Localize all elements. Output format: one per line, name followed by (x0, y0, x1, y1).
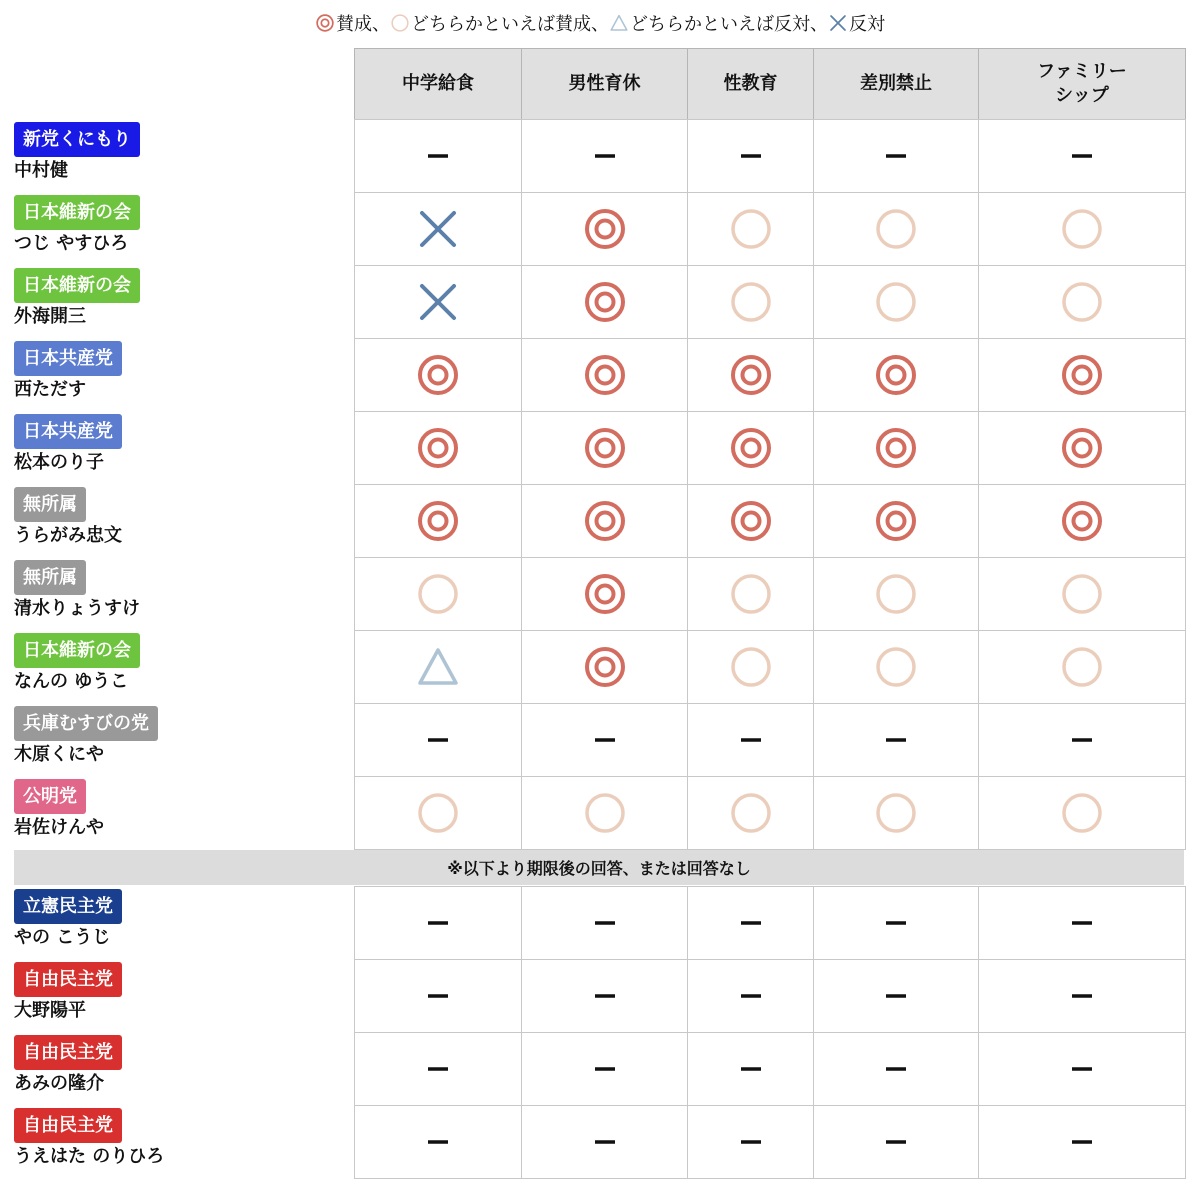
dash-mark (728, 717, 774, 763)
stance-cell (687, 192, 814, 266)
candidate-label (14, 122, 140, 184)
dash-mark (1059, 717, 1105, 763)
stance-cell (813, 1032, 979, 1106)
stance-cell (521, 1032, 688, 1106)
party-badge: 日本維新の会 (14, 268, 140, 303)
stance-cell (978, 886, 1186, 960)
candidate-name: 大野陽平 (14, 1000, 86, 1021)
stance-cell (687, 557, 814, 631)
party-badge: 新党くにもり (14, 122, 140, 157)
circle-mark (728, 571, 774, 617)
late-answer-divider (14, 850, 1184, 885)
stance-cell (978, 630, 1186, 704)
stance-cell (687, 1105, 814, 1179)
double-circle-mark (582, 571, 628, 617)
candidate-name: つじ やすひろ (14, 233, 129, 254)
candidate-name: 中村健 (14, 160, 68, 181)
dash-mark (873, 1046, 919, 1092)
candidate-label (14, 706, 158, 768)
stance-cell (687, 776, 814, 850)
circle-mark (873, 206, 919, 252)
circle-mark (873, 571, 919, 617)
dash-mark (728, 973, 774, 1019)
stance-cell (813, 411, 979, 485)
candidate-label (14, 414, 122, 476)
stance-cell (978, 265, 1186, 339)
column-header: ファミリー シップ (978, 48, 1186, 120)
circle-mark (1059, 206, 1105, 252)
stance-cell (354, 557, 522, 631)
dash-mark (873, 133, 919, 179)
circle-mark (1059, 790, 1105, 836)
circle-mark (728, 206, 774, 252)
double-circle-mark (1059, 425, 1105, 471)
candidate-name: うらがみ忠文 (14, 525, 122, 546)
stance-cell (354, 265, 522, 339)
stance-cell (813, 1105, 979, 1179)
circle-mark (873, 279, 919, 325)
stance-cell (521, 119, 688, 193)
double-circle-mark (582, 206, 628, 252)
party-badge: 日本維新の会 (14, 195, 140, 230)
candidate-label (14, 487, 122, 549)
party-badge: 日本維新の会 (14, 633, 140, 668)
stance-cell (813, 338, 979, 412)
stance-cell (354, 1105, 522, 1179)
stance-cell (813, 265, 979, 339)
circle-mark (873, 644, 919, 690)
stance-cell (354, 776, 522, 850)
dash-mark (1059, 973, 1105, 1019)
stance-cell (521, 959, 688, 1033)
stance-cell (978, 119, 1186, 193)
column-header: 差別禁止 (813, 48, 979, 120)
party-badge: 無所属 (14, 487, 86, 522)
stance-cell (813, 886, 979, 960)
circle-mark (582, 790, 628, 836)
candidate-label (14, 341, 122, 403)
double-circle-mark (582, 425, 628, 471)
double-circle-mark (415, 425, 461, 471)
dash-mark (873, 900, 919, 946)
candidate-label (14, 1035, 122, 1097)
legend-label: 賛成、 (336, 14, 390, 35)
candidate-name: 清水りょうすけ (14, 598, 140, 619)
stance-cell (521, 886, 688, 960)
stance-cell (978, 411, 1186, 485)
candidate-name: やの こうじ (14, 927, 111, 948)
stance-cell (354, 630, 522, 704)
candidate-name: 外海開三 (14, 306, 86, 327)
stance-cell (354, 703, 522, 777)
stance-cell (687, 1032, 814, 1106)
stance-cell (687, 703, 814, 777)
stance-cell (978, 1032, 1186, 1106)
stance-cell (687, 411, 814, 485)
double-circle-mark (582, 279, 628, 325)
candidate-label (14, 195, 140, 257)
legend-label: どちらかといえば賛成、 (411, 14, 609, 35)
stance-cell (813, 484, 979, 558)
double-circle-mark (1059, 498, 1105, 544)
legend-label: 反対 (849, 14, 885, 35)
divider-label: ※以下より期限後の回答、または回答なし (447, 859, 751, 878)
stance-cell (521, 776, 688, 850)
circle-mark (1059, 571, 1105, 617)
dash-mark (1059, 1046, 1105, 1092)
circle-mark (1059, 644, 1105, 690)
dash-mark (728, 133, 774, 179)
dash-mark (1059, 1119, 1105, 1165)
double-circle-mark (415, 352, 461, 398)
circle-mark (415, 571, 461, 617)
dash-mark (415, 1046, 461, 1092)
dash-mark (873, 973, 919, 1019)
dash-mark (728, 1119, 774, 1165)
double-circle-mark (1059, 352, 1105, 398)
dash-mark (1059, 900, 1105, 946)
stance-cell (521, 484, 688, 558)
stance-cell (813, 776, 979, 850)
stance-cell (687, 959, 814, 1033)
dash-mark (415, 717, 461, 763)
stance-cell (813, 703, 979, 777)
circle-mark (728, 644, 774, 690)
stance-cell (354, 411, 522, 485)
stance-cell (813, 119, 979, 193)
party-badge: 兵庫むすびの党 (14, 706, 158, 741)
stance-cell (354, 192, 522, 266)
stance-cell (687, 484, 814, 558)
party-badge: 立憲民主党 (14, 889, 122, 924)
circle-mark (728, 279, 774, 325)
dash-mark (728, 1046, 774, 1092)
stance-cell (978, 192, 1186, 266)
stance-cell (978, 484, 1186, 558)
stance-cell (978, 1105, 1186, 1179)
candidate-label (14, 1108, 164, 1170)
candidate-name: なんの ゆうこ (14, 671, 129, 692)
dash-mark (873, 717, 919, 763)
stance-cell (521, 630, 688, 704)
candidate-label (14, 779, 104, 841)
candidate-name: 松本のり子 (14, 452, 104, 473)
dash-mark (582, 133, 628, 179)
candidate-label (14, 889, 122, 951)
stance-cell (687, 338, 814, 412)
stance-cell (354, 338, 522, 412)
candidate-name: 西ただす (14, 379, 86, 400)
double-circle-mark (873, 352, 919, 398)
party-badge: 日本共産党 (14, 414, 122, 449)
stance-cell (813, 630, 979, 704)
stance-cell (521, 411, 688, 485)
party-badge: 自由民主党 (14, 1108, 122, 1143)
dash-mark (582, 1046, 628, 1092)
party-badge: 公明党 (14, 779, 86, 814)
dash-mark (415, 900, 461, 946)
dash-mark (582, 973, 628, 1019)
stance-cell (978, 776, 1186, 850)
stance-cell (687, 886, 814, 960)
stance-cell (354, 119, 522, 193)
candidate-label (14, 268, 140, 330)
stance-cell (354, 484, 522, 558)
candidate-label (14, 962, 122, 1024)
double-circle-mark (415, 498, 461, 544)
double-circle-mark (728, 498, 774, 544)
dash-mark (1059, 133, 1105, 179)
stance-cell (521, 1105, 688, 1179)
candidate-name: 木原くにや (14, 744, 104, 765)
double-circle-mark (582, 498, 628, 544)
dash-mark (728, 900, 774, 946)
stance-cell (521, 338, 688, 412)
dash-mark (582, 717, 628, 763)
double-circle-mark (873, 425, 919, 471)
circle-mark (873, 790, 919, 836)
stance-cell (687, 119, 814, 193)
party-badge: 無所属 (14, 560, 86, 595)
circle-mark (415, 790, 461, 836)
stance-cell (813, 557, 979, 631)
candidate-name: 岩佐けんや (14, 817, 104, 838)
stance-cell (521, 557, 688, 631)
candidate-label (14, 560, 140, 622)
column-header: 性教育 (687, 48, 814, 120)
stance-cell (978, 557, 1186, 631)
dash-mark (582, 1119, 628, 1165)
candidate-label (14, 633, 140, 695)
stance-cell (521, 265, 688, 339)
dash-mark (582, 900, 628, 946)
double-circle-mark (728, 352, 774, 398)
candidate-name: あみの隆介 (14, 1073, 104, 1094)
party-badge: 自由民主党 (14, 1035, 122, 1070)
stance-cell (354, 959, 522, 1033)
dash-mark (415, 1119, 461, 1165)
triangle-mark (415, 644, 461, 690)
stance-cell (813, 192, 979, 266)
stance-cell (354, 886, 522, 960)
dash-mark (873, 1119, 919, 1165)
stance-cell (813, 959, 979, 1033)
party-badge: 自由民主党 (14, 962, 122, 997)
party-badge: 日本共産党 (14, 341, 122, 376)
double-circle-mark (582, 352, 628, 398)
legend-label: どちらかといえば反対、 (630, 14, 828, 35)
circle-mark (1059, 279, 1105, 325)
dash-mark (415, 973, 461, 1019)
double-circle-mark (873, 498, 919, 544)
stance-cell (521, 192, 688, 266)
stance-cell (978, 959, 1186, 1033)
stance-cell (354, 1032, 522, 1106)
stance-cell (687, 265, 814, 339)
stance-cell (687, 630, 814, 704)
double-circle-mark (582, 644, 628, 690)
cross-mark (415, 279, 461, 325)
candidate-name: うえはた のりひろ (14, 1146, 165, 1167)
stance-cell (978, 703, 1186, 777)
column-header: 男性育休 (521, 48, 688, 120)
stance-cell (521, 703, 688, 777)
stance-cell (978, 338, 1186, 412)
column-header: 中学給食 (354, 48, 522, 120)
cross-mark (415, 206, 461, 252)
circle-mark (728, 790, 774, 836)
double-circle-mark (728, 425, 774, 471)
dash-mark (415, 133, 461, 179)
